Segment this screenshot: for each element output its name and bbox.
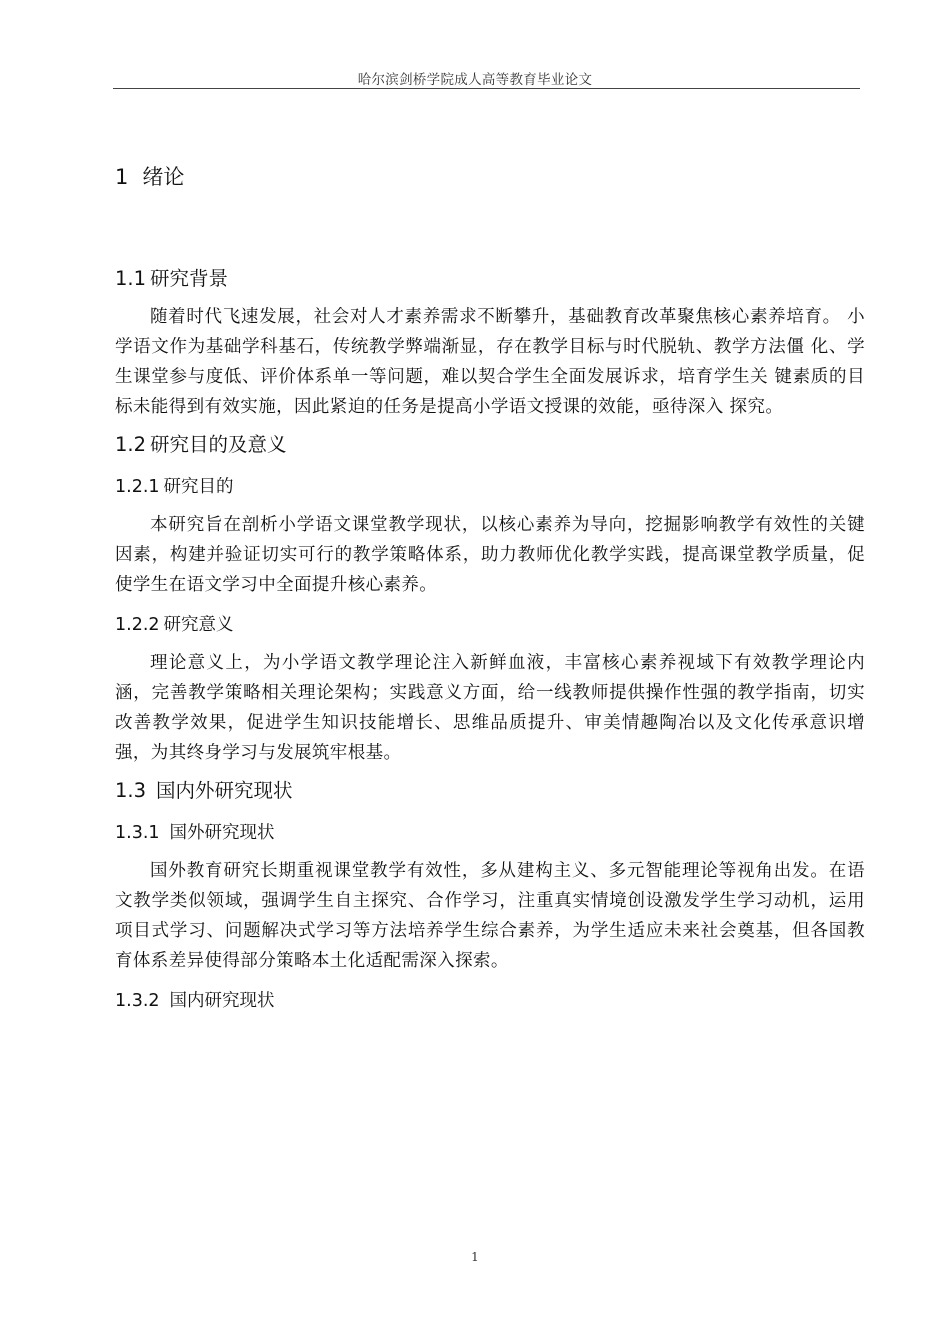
subsection-heading-1-2-1 bbox=[115, 470, 865, 504]
subsection-heading-1-3-1 bbox=[115, 816, 865, 850]
section-title: 研究背景 bbox=[150, 267, 229, 290]
subsection-heading-1-2-2 bbox=[115, 608, 865, 642]
subsection-title: 研究目的 bbox=[163, 477, 234, 497]
page-number: 1 bbox=[471, 1250, 479, 1264]
section-title: 国内外研究现状 bbox=[156, 779, 293, 802]
subsection-heading-1-3-2 bbox=[115, 984, 865, 1018]
subsection-number: 1.3.2 bbox=[115, 991, 160, 1011]
chapter-title: 绪论 bbox=[142, 165, 185, 189]
section-number: 1.1 bbox=[115, 267, 147, 290]
chapter-heading bbox=[115, 160, 865, 194]
subsection-title: 研究意义 bbox=[163, 615, 234, 635]
section-number: 1.3 bbox=[115, 779, 147, 802]
subsection-number: 1.2.2 bbox=[115, 615, 160, 635]
section-heading-1-2 bbox=[115, 428, 865, 462]
section-number: 1.2 bbox=[115, 433, 147, 456]
running-header: 哈尔滨剑桥学院成人高等教育毕业论文 bbox=[357, 72, 593, 88]
chapter-number: 1 bbox=[115, 165, 129, 189]
paragraph-research-background: 随着时代飞速发展，社会对人才素养需求不断攀升，基础教育改革聚焦核心素养培育。 小学语文作为基础学科基石，传统教学弊端渐显，存在教学目标与时代脱轨、教学方法僵 化、学生课堂参与度低、评价体系单一等问题，难以契合学生全面发展诉求，培育学生关 键素质的目标未能得到有效实施，因此紧迫的任务是提高小学语文授课的效能，亟待深入 探究。 bbox=[115, 307, 865, 417]
document-body bbox=[115, 160, 865, 1024]
subsection-title: 国外研究现状 bbox=[169, 823, 275, 843]
subsection-number: 1.3.1 bbox=[115, 823, 160, 843]
section-title: 研究目的及意义 bbox=[150, 433, 287, 456]
subsection-title: 国内研究现状 bbox=[169, 991, 275, 1011]
section-heading-1-1 bbox=[115, 262, 865, 296]
subsection-number: 1.2.1 bbox=[115, 477, 160, 497]
paragraph-research-significance: 理论意义上，为小学语文教学理论注入新鲜血液，丰富核心素养视域下有效教学理论内涵，完善教学策略相关理论架构；实践意义方面，给一线教师提供操作性强的教学指南，切实改善教学效果，促进学生知识技能增长、思维品质提升、审美情趣陶冶以及文化传承意识增强，为其终身学习与发展筑牢根基。 bbox=[115, 653, 865, 763]
section-heading-1-3 bbox=[115, 774, 865, 808]
paragraph-research-purpose: 本研究旨在剖析小学语文课堂教学现状，以核心素养为导向，挖掘影响教学有效性的关键因素，构建并验证切实可行的教学策略体系，助力教师优化教学实践，提高课堂教学质量，促使学生在语文学习中全面提升核心素养。 bbox=[115, 515, 865, 595]
paragraph-foreign-research: 国外教育研究长期重视课堂教学有效性，多从建构主义、多元智能理论等视角出发。在语文教学类似领域，强调学生自主探究、合作学习，注重真实情境创设激发学生学习动机，运用项目式学习、问题解决式学习等方法培养学生综合素养，为学生适应未来社会奠基，但各国教育体系差异使得部分策略本土化适配需深入探索。 bbox=[115, 861, 865, 971]
header-rule bbox=[113, 88, 860, 89]
